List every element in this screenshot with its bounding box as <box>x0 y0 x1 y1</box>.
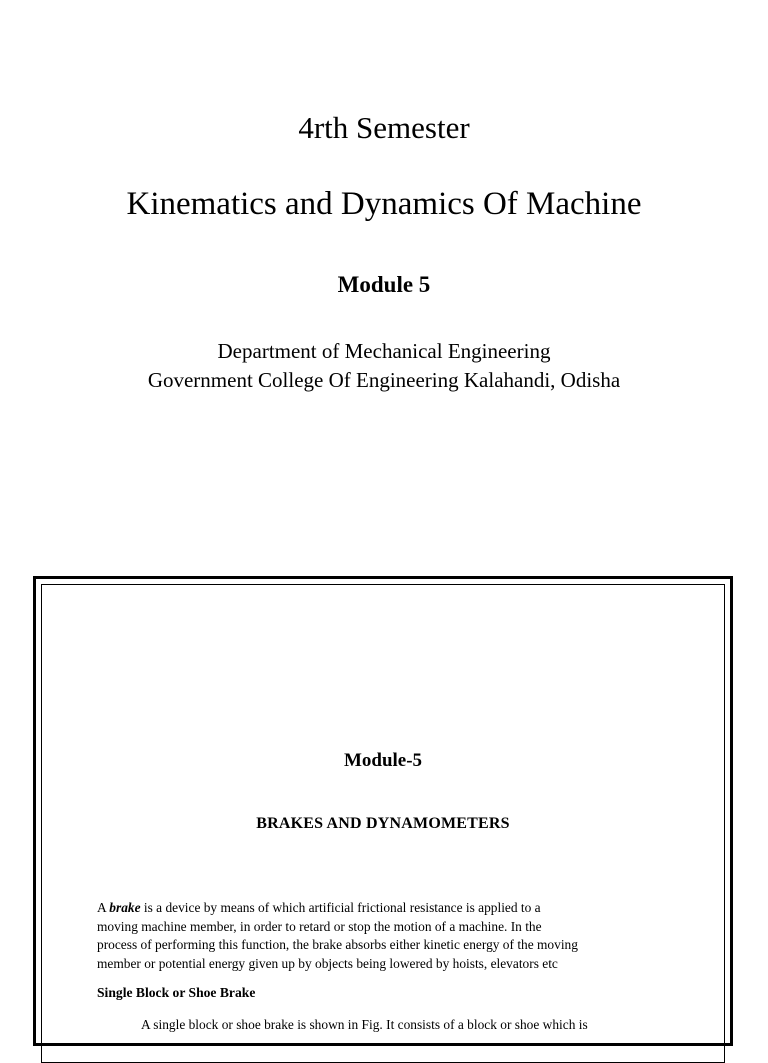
department-name: Department of Mechanical Engineering <box>217 339 551 363</box>
inner-page-frame <box>33 576 733 1046</box>
intro-prefix: A <box>97 900 110 915</box>
intro-paragraph <box>97 899 677 973</box>
intro-line-3: process of performing this function, the brake absorbs either kinetic energy of the moving <box>97 937 578 952</box>
intro-line-2: moving machine member, in order to retard or stop the motion of a machine. In the <box>97 918 542 934</box>
intro-line-1 <box>97 899 677 918</box>
inner-module-title: Module-5 <box>343 750 423 771</box>
brake-term: brake <box>109 900 141 915</box>
inner-page-border <box>41 584 725 1063</box>
chapter-title: BRAKES AND DYNAMOMETERS <box>256 815 510 832</box>
section-text: A single block or shoe brake is shown in Fig. It consists of a block or shoe which is <box>141 1017 588 1032</box>
semester-title: 4rth Semester <box>298 110 470 145</box>
intro-line-1-rest: is a device by means of which artificial frictional resistance is applied to a <box>140 900 541 915</box>
subject-title: Kinematics and Dynamics Of Machine <box>126 186 642 222</box>
college-name: Government College Of Engineering Kalahandi, Odisha <box>147 368 621 392</box>
module-title: Module 5 <box>337 272 431 297</box>
intro-line-4: member or potential energy given up by objects being lowered by hoists, elevators etc <box>97 955 558 971</box>
section-heading: Single Block or Shoe Brake <box>97 985 256 1000</box>
